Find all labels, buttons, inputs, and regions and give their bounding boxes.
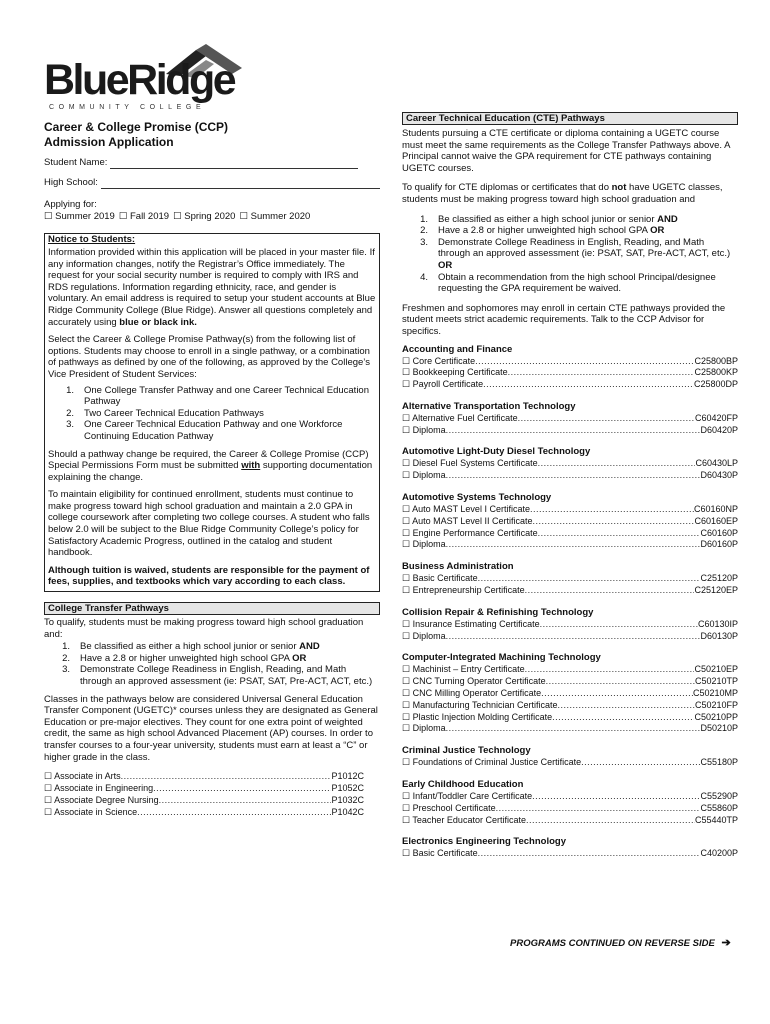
program-checkbox[interactable]: ☐ Auto MAST Level II Certificate ..... C60160EP bbox=[402, 516, 738, 528]
continued-note: PROGRAMS CONTINUED ON REVERSE SIDE ➔ bbox=[510, 937, 731, 949]
program-checkbox[interactable]: ☐ Entrepreneurship Certificate ..... C25120EP bbox=[402, 585, 738, 597]
program-category bbox=[402, 446, 738, 482]
program-category bbox=[402, 779, 738, 826]
program-checkbox[interactable]: ☐ Teacher Educator Certificate ..... C55440TP bbox=[402, 815, 738, 827]
program-checkbox[interactable]: ☐ Diploma ..... D60130P bbox=[402, 631, 738, 643]
program-category bbox=[402, 745, 738, 769]
program-checkbox[interactable]: ☐ Plastic Injection Molding Certificate ..... C50210PP bbox=[402, 712, 738, 724]
requirement-item: 3. Demonstrate College Readiness in English, Reading, and Math through an approved assessment (ie: PSAT, SAT, Pre-ACT, ACT, etc.) OR bbox=[420, 236, 731, 271]
category-title: Computer-Integrated Machining Technology bbox=[402, 652, 601, 664]
category-title: Business Administration bbox=[402, 561, 514, 573]
program-checkbox[interactable]: ☐ Basic Certificate ..... C25120P bbox=[402, 573, 738, 585]
term-checkbox[interactable]: ☐ Fall 2019 bbox=[118, 211, 170, 222]
term-checkbox[interactable]: ☐ Summer 2019 bbox=[44, 211, 115, 222]
pathway-option: 1. One College Transfer Pathway and one Career Technical Education Pathway bbox=[66, 384, 369, 408]
cte-freshmen-paragraph: Freshmen and sophomores may enroll in certain CTE pathways provided the student meets strict academic requirements. Talk to the CCP Advisor for specifics. bbox=[402, 302, 726, 337]
right-column bbox=[402, 112, 738, 860]
term-checkbox[interactable]: ☐ Spring 2020 bbox=[173, 211, 236, 222]
program-checkbox[interactable]: ☐ Diploma ..... D60160P bbox=[402, 539, 738, 551]
program-checkbox[interactable]: ☐ Diesel Fuel Systems Certificate ..... C60430LP bbox=[402, 458, 738, 470]
program-checkbox[interactable]: ☐ Associate Degree Nursing ..... P1032C bbox=[44, 795, 364, 807]
category-title: Collision Repair & Refinishing Technology bbox=[402, 606, 594, 618]
program-checkbox[interactable]: ☐ Foundations of Criminal Justice Certificate ..... C55180P bbox=[402, 757, 738, 769]
program-checkbox[interactable]: ☐ Associate in Engineering ..... P1052C bbox=[44, 783, 364, 795]
pathway-option: 2. Two Career Technical Education Pathways bbox=[66, 407, 264, 419]
logo-wordmark: BlueRidge bbox=[44, 56, 235, 104]
pathway-select-paragraph: Select the Career & College Promise Pathway(s) from the following list of options. Students may choose to enroll in a single pathway, or a combination of pathways as defined by one of the following, as approved by the College’s Vice President of Student Services: bbox=[48, 334, 370, 380]
program-checkbox[interactable]: ☐ Associate in Science ..... P1042C bbox=[44, 807, 364, 819]
cte-heading: Career Technical Education (CTE) Pathways bbox=[402, 112, 738, 125]
notice-to-students bbox=[44, 233, 380, 592]
requirement-item: 2. Have a 2.8 or higher unweighted high school GPA OR bbox=[420, 225, 665, 237]
category-title: Early Childhood Education bbox=[402, 779, 524, 791]
program-checkbox[interactable]: ☐ Bookkeeping Certificate ..... C25800KP bbox=[402, 367, 738, 379]
requirement-item: 1. Be classified as either a high school junior or senior AND bbox=[62, 641, 320, 653]
program-checkbox[interactable]: ☐ Manufacturing Technician Certificate ..... C50210FP bbox=[402, 700, 738, 712]
pathway-options bbox=[48, 385, 376, 443]
term-checkbox[interactable]: ☐ Summer 2020 bbox=[239, 211, 311, 222]
program-category bbox=[402, 836, 738, 860]
program-checkbox[interactable]: ☐ Infant/Toddler Care Certificate ..... C55290P bbox=[402, 791, 738, 803]
high-school-field[interactable]: High School: bbox=[44, 177, 380, 189]
right-arrow-icon: ➔ bbox=[721, 937, 731, 949]
eligibility-paragraph: To maintain eligibility for continued enrollment, students must continue to make progress toward high school graduation and maintain a 2.0 GPA in college coursework after completing two college courses. A student who falls below 2.0 will be subject to the Blue Ridge Community College’s policy for Satisfactory Academic Progress, outlined in the catalog and student handbook. bbox=[48, 489, 370, 559]
program-category bbox=[402, 492, 738, 551]
program-checkbox[interactable]: ☐ Associate in Arts ..... P1012C bbox=[44, 771, 364, 783]
pathway-change-paragraph: Should a pathway change be required, the Career & College Promise (CCP) Special Permissions Form must be submitted with supporting documentation explaining the change. bbox=[48, 448, 373, 483]
cte-programs bbox=[402, 344, 738, 861]
left-column bbox=[44, 120, 380, 818]
cte-qualify-paragraph: To qualify for CTE diplomas or certificates that do not have UGETC classes, students must be making progress toward high school graduation and bbox=[402, 182, 723, 205]
term-options bbox=[44, 211, 380, 223]
requirement-item: 3. Demonstrate College Readiness in English, Reading, and Math through an approved assessment (ie: PSAT, SAT, Pre-ACT, ACT, etc.) bbox=[62, 664, 373, 687]
requirement-item: 4. Obtain a recommendation from the high school Principal/designee requesting the GPA requirement be waived. bbox=[420, 271, 716, 295]
requirement-item: 1. Be classified as either a high school junior or senior AND bbox=[420, 213, 678, 225]
college-transfer-intro: To qualify, students must be making progress toward high school graduation and: bbox=[44, 617, 364, 640]
category-title: Electronics Engineering Technology bbox=[402, 836, 566, 848]
category-title: Criminal Justice Technology bbox=[402, 745, 531, 757]
cte-intro: Students pursuing a CTE certificate or diploma containing a UGETC course must meet the same requirements as the College Transfer Pathways above. A Principal cannot waive the GPA requirement for CTE pathways containing UGETC courses. bbox=[402, 128, 730, 174]
category-title: Alternative Transportation Technology bbox=[402, 400, 576, 412]
program-category bbox=[402, 607, 738, 643]
college-logo bbox=[44, 44, 262, 114]
notice-paragraph: Information provided within this application will be placed in your master file. If any information changes, notify the Registrar’s Office immediately. The request for your social security number is required to comply with IRS and RDS regulations. Information regarding ethnicity, race, and gender is voluntary. An email address is required to setup your student accounts at Blue Ridge Community College (Blue Ridge). Answer all questions completely and accurately using blue or black ink. bbox=[48, 247, 376, 328]
category-title: Automotive Systems Technology bbox=[402, 492, 552, 504]
program-checkbox[interactable]: ☐ Alternative Fuel Certificate ..... C60420FP bbox=[402, 413, 738, 425]
requirement-item: 2. Have a 2.8 or higher unweighted high school GPA OR bbox=[62, 652, 307, 664]
college-transfer-body: Classes in the pathways below are considered Universal General Education Transfer Component (UGETC)* courses unless they are designated as General Education or pre-major electives. They count for one extra point of weighted credit, the same as high school Advanced Placement (AP) courses. In order to transfer courses to a four-year university, students must earn at least a “C” or higher grade in the class. bbox=[44, 693, 378, 763]
program-category bbox=[402, 561, 738, 597]
program-checkbox[interactable]: ☐ Diploma ..... D50210P bbox=[402, 723, 738, 735]
program-checkbox[interactable]: ☐ Engine Performance Certificate ..... C60160P bbox=[402, 528, 738, 540]
program-checkbox[interactable]: ☐ Diploma ..... D60420P bbox=[402, 425, 738, 437]
college-transfer-programs bbox=[44, 771, 364, 818]
logo-tagline: COMMUNITY COLLEGE bbox=[49, 104, 206, 111]
program-checkbox[interactable]: ☐ CNC Turning Operator Certificate ..... C50210TP bbox=[402, 676, 738, 688]
tuition-paragraph: Although tuition is waived, students are responsible for the payment of fees, supplies, and textbooks which vary according to each class. bbox=[48, 564, 370, 588]
program-checkbox[interactable]: ☐ Auto MAST Level I Certificate ..... C60160NP bbox=[402, 504, 738, 516]
applying-for: Applying for: ☐ Summer 2019 ☐ Fall 2019 ☐ Spring 2020 ☐ Summer 2020 bbox=[44, 199, 380, 223]
category-title: Automotive Light-Duty Diesel Technology bbox=[402, 446, 591, 458]
cte-requirements bbox=[402, 214, 738, 295]
program-checkbox[interactable]: ☐ CNC Milling Operator Certificate ..... C50210MP bbox=[402, 688, 738, 700]
program-checkbox[interactable]: ☐ Machinist – Entry Certificate ..... C50210EP bbox=[402, 664, 738, 676]
pathway-option: 3. One Career Technical Education Pathway and one Workforce Continuing Education Pathway bbox=[66, 419, 343, 442]
category-title: Accounting and Finance bbox=[402, 343, 513, 355]
program-checkbox[interactable]: ☐ Payroll Certificate ..... C25800DP bbox=[402, 379, 738, 391]
program-category bbox=[402, 652, 738, 735]
program-checkbox[interactable]: ☐ Insurance Estimating Certificate ..... C60130IP bbox=[402, 619, 738, 631]
college-transfer-heading: College Transfer Pathways bbox=[44, 602, 380, 615]
college-transfer-requirements bbox=[44, 641, 380, 687]
program-checkbox[interactable]: ☐ Diploma ..... D60430P bbox=[402, 470, 738, 482]
program-category bbox=[402, 401, 738, 437]
notice-heading: Notice to Students: bbox=[44, 233, 380, 246]
program-checkbox[interactable]: ☐ Basic Certificate ..... C40200P bbox=[402, 848, 738, 860]
form-title: Career & College Promise (CCP) Admission Application bbox=[44, 120, 229, 149]
student-name-field[interactable]: Student Name: bbox=[44, 157, 358, 169]
college-transfer-section bbox=[44, 602, 380, 818]
program-checkbox[interactable]: ☐ Preschool Certificate ..... C55860P bbox=[402, 803, 738, 815]
program-category bbox=[402, 344, 738, 391]
program-checkbox[interactable]: ☐ Core Certificate ..... C25800BP bbox=[402, 356, 738, 368]
